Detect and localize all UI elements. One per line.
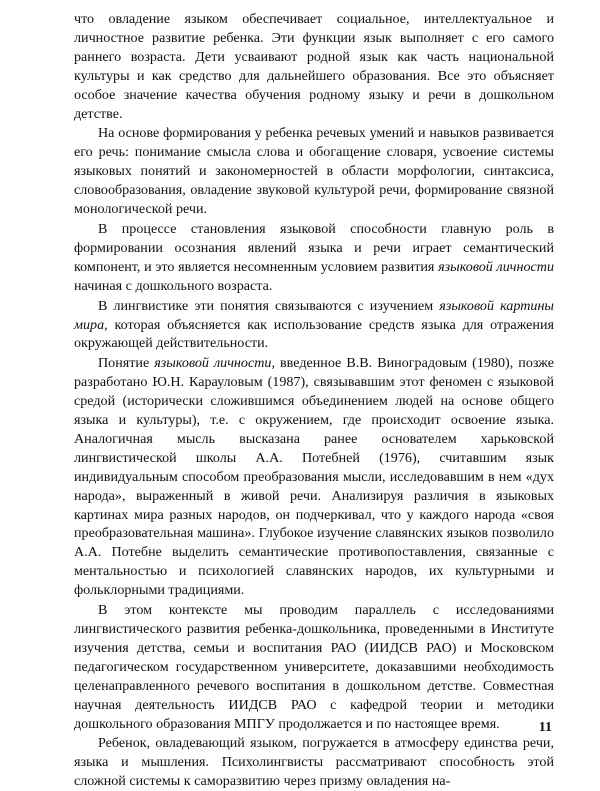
paragraph-7 [74,734,554,791]
italic-term: языковой личности [438,258,554,275]
text-run: введенное В.В. Виноградовым (1980), позже разработано Ю.Н. Карауловым (1987), связывавшим этот феномен с языковой средой (исторически сложившимся объединением людей на основе общего языка и культуры), т.е. с окружением, где происходит освоение языка. Аналогичная мысль высказана ранее основателем харьковской лингвистической школы А.А. Потебней (1976), считавшим язык индивидуальным способом преобразования мысли, исследовавшим в нем «дух народа», выраженный в живой речи. Анализируя различия в языковых картинах мира разных народов, он подчеркивал, что у каждого народа «своя преобразовательная машина». Глубокое изучение славянских языков позволило А.А. Потебне выделить семантические противопоставления, связанные с ментальностью и психологией славянских народов, их культурными и фольклорными традициями. [74,355,554,599]
page-number: 11 [538,720,552,735]
paragraph-4 [74,297,554,354]
text-run: На основе формирования у ребенка речевых умений и навыков развивается его речь: понимание смысла слова и обогащение словаря, усвоение системы языковых понятий и закономерностей в области морфологии, синтаксиса, словообразования, овладение звуковой культурой речи, формирование связной монологической речи. [74,125,554,218]
italic-term: языковой картины мира [74,297,554,333]
text-run: В этом контексте мы проводим параллель с исследованиями лингвистического развития ребенка-дошкольника, проведенными в Институте изучения детства, семьи и воспитания РАО (ИИДСВ РАО) и Московском педагогическом государственном университете, доказавшими необходимость целенаправленного речевого воспитания в дошкольном детстве. Совместная научная деятельность ИИДСВ РАО с кафедрой теории и методики дошкольного образования МПГУ продолжается и по настоящее время. [74,602,554,732]
paragraph-6 [74,601,554,733]
body-text [74,10,554,791]
text-run: Ребенок, овладевающий языком, погружается в атмосферу единства речи, языка и мышления. Психолингвисты рассматривают способность этой сложной системы к саморазвитию через призму овладения на- [74,735,554,790]
text-run: В процессе становления языковой способности главную роль в формировании осознания явлений языка и речи играет семантический компонент, и это является несомненным условием развития [74,220,554,275]
text-run: начиная с дошкольного возраста. [74,277,273,294]
paragraph-5 [74,354,554,600]
text-run: В лингвистике эти понятия связываются с изучением [98,297,440,314]
paragraph-1 [74,10,554,123]
paragraph-2 [74,124,554,219]
text-run: что овладение языком обеспечивает социальное, интеллектуальное и личностное развитие ребенка. Эти функции язык выполняет с его самого раннего возраста. Дети усваивают родной язык как часть национальной культуры и как средство для дальнейшего образования. Все это объясняет особое значение качества обучения родному языку и речи в дошкольном детстве. [74,11,554,122]
paragraph-3 [74,220,554,296]
text-run: , которая объясняется как использование средств языка для отражения окружающей действительности. [74,316,554,352]
text-run: Понятие [98,355,155,372]
italic-term: языковой личности, [154,355,275,372]
